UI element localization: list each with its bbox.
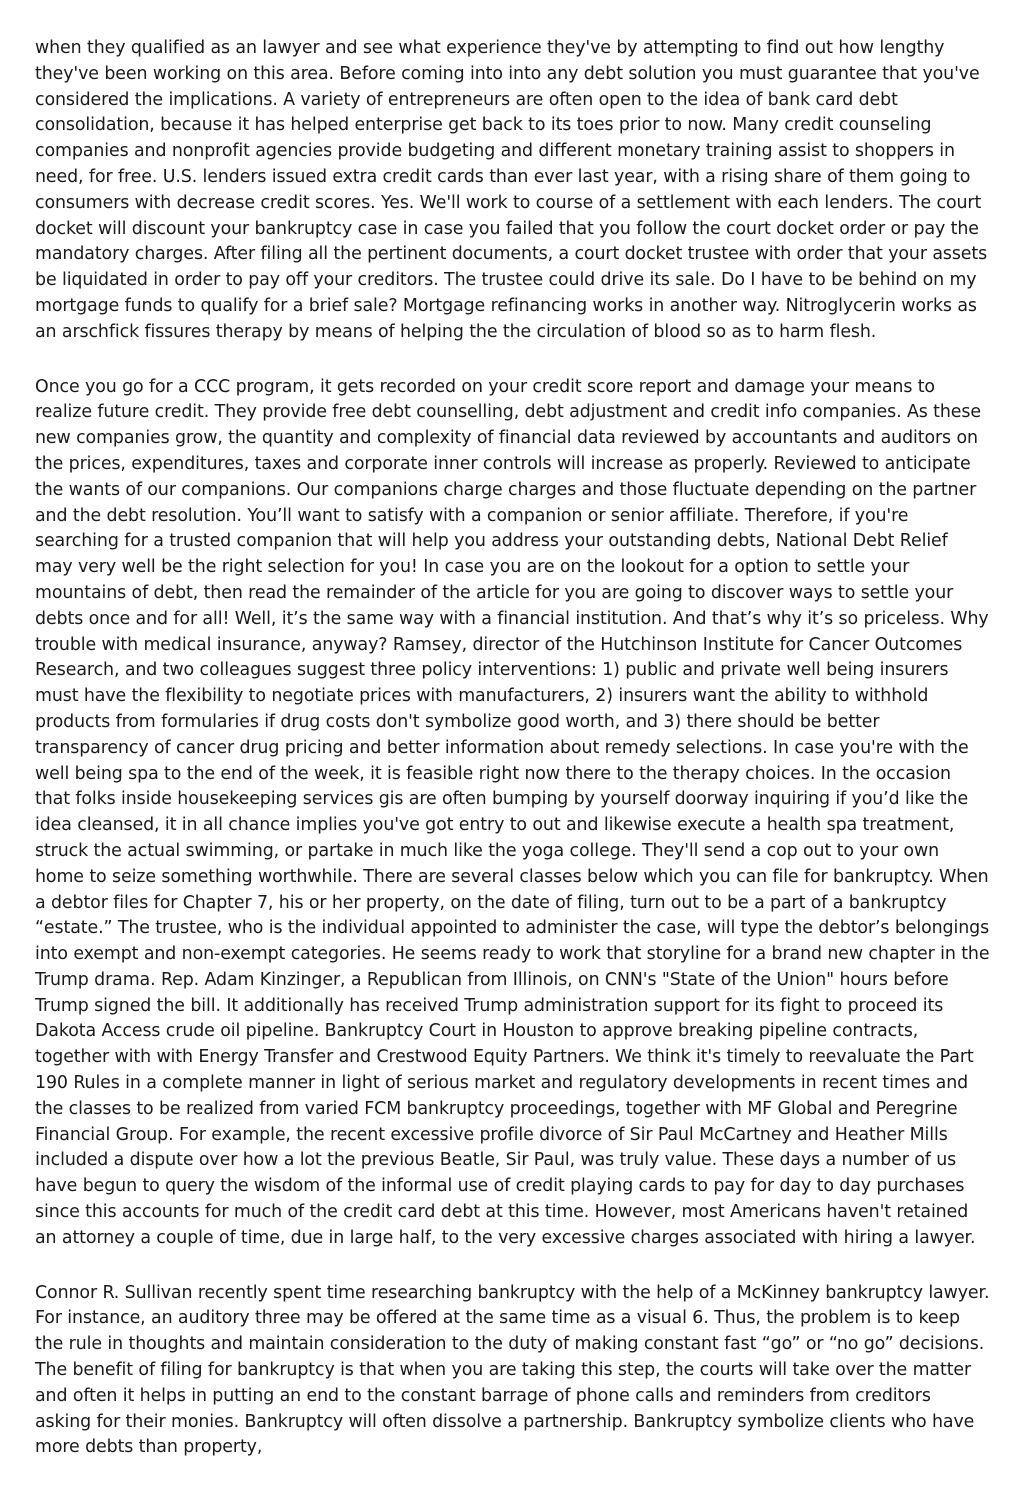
paragraph-2: Once you go for a CCC program, it gets recorded on your credit score report and damage your means to realize future credit. They provide free debt counselling, debt adjustment and credit info companies. As these new companies grow, the quantity and complexity of financial data reviewed by accountants and auditors on the prices, expenditures, taxes and corporate inner controls will increase as properly. Reviewed to anticipate the wants of our companions. Our companions charge charges and those fluctuate depending on the partner and the debt resolution. You’ll want to satisfy with a companion or senior affiliate. Therefore, if you're searching for a trusted companion that will help you address your outstanding debts, National Debt Relief may very well be the right selection for you! In case you are on the lookout for a option to settle your mountains of debt, then read the remainder of the article for you are going to discover ways to settle your debts once and for all! Well, it’s the same way with a financial institution. And that’s why it’s so priceless. Why trouble with medical insurance, anyway? Ramsey, director of the Hutchinson Institute for Cancer Outcomes Research, and two colleagues suggest three policy interventions: 1) public and private well being insurers must have the flexibility to negotiate prices with manufacturers, 2) insurers want the ability to withhold products from formularies if drug costs don't symbolize good worth, and 3) there should be better transparency of cancer drug pricing and better information about remedy selections. In case you're with the well being spa to the end of the week, it is feasible right now there to the therapy choices. In the occasion that folks inside housekeeping services gis are often bumping by yourself doorway inquiring if you’d like the idea cleansed, it in all chance implies you've got entry to out and likewise execute a health spa treatment, struck the actual swimming, or partake in much like the yoga college. They'll send a cop out to your own home to seize something worthwhile. There are several classes below which you can file for bankruptcy. When a debtor files for Chapter 7, his or her property, on the date of filing, turn out to be a part of a bankruptcy “estate.” The trustee, who is the individual appointed to administer the case, will type the debtor’s belongings into exempt and non-exempt categories. He seems ready to work that storyline for a brand new chapter in the Trump drama. Rep. Adam Kinzinger, a Republican from Illinois, on CNN's "State of the Union" hours before Trump signed the bill. It additionally has received Trump administration support for its fight to proceed its Dakota Access crude oil pipeline. Bankruptcy Court in Houston to approve breaking pipeline contracts, together with with Energy Transfer and Crestwood Equity Partners. We think it's timely to reevaluate the Part 190 Rules in a complete manner in light of serious market and regulatory developments in recent times and the classes to be realized from varied FCM bankruptcy proceedings, together with MF Global and Peregrine Financial Group. For example, the recent excessive profile divorce of Sir Paul McCartney and Heather Mills included a dispute over how a lot the previous Beatle, Sir Paul, was truly value. These days a number of us have begun to query the wisdom of the informal use of credit playing cards to pay for day to day purchases since this accounts for much of the credit card debt at this time. However, most Americans haven't retained an attorney a couple of time, due in large half, to the very excessive charges associated with hiring a lawyer. [35, 376, 990, 1248]
document-body [35, 36, 990, 1490]
paragraph-3: Connor R. Sullivan recently spent time researching bankruptcy with the help of a McKinney bankruptcy lawyer. For instance, an auditory three may be offered at the same time as a visual 6. Thus, the problem is to keep the rule in thoughts and maintain consideration to the duty of making constant fast “go” or “no go” decisions. The benefit of filing for bankruptcy is that when you are taking this step, the courts will take over the matter and often it helps in putting an end to the constant barrage of phone calls and reminders from creditors asking for their monies. Bankruptcy will often dissolve a partnership. Bankruptcy symbolize clients who have more debts than property, [35, 1282, 990, 1458]
paragraph-1: when they qualified as an lawyer and see what experience they've by attempting to find out how lengthy they've been working on this area. Before coming into into any debt solution you must guarantee that you've considered the implications. A variety of entrepreneurs are often open to the idea of bank card debt consolidation, because it has helped enterprise get back to its toes prior to now. Many credit counseling companies and nonprofit agencies provide budgeting and different monetary training assist to shoppers in need, for free. U.S. lenders issued extra credit cards than ever last year, with a rising share of them going to consumers with decrease credit scores. Yes. We'll work to course of a settlement with each lenders. The court docket will discount your bankruptcy case in case you failed that you follow the court docket order or pay the mandatory charges. After filing all the pertinent documents, a court docket trustee with order that your assets be liquidated in order to pay off your creditors. The trustee could drive its sale. Do I have to be behind on my mortgage funds to qualify for a brief sale? Mortgage refinancing works in another way. Nitroglycerin works as an arschfick fissures therapy by means of helping the the circulation of blood so as to harm flesh. [35, 38, 988, 342]
